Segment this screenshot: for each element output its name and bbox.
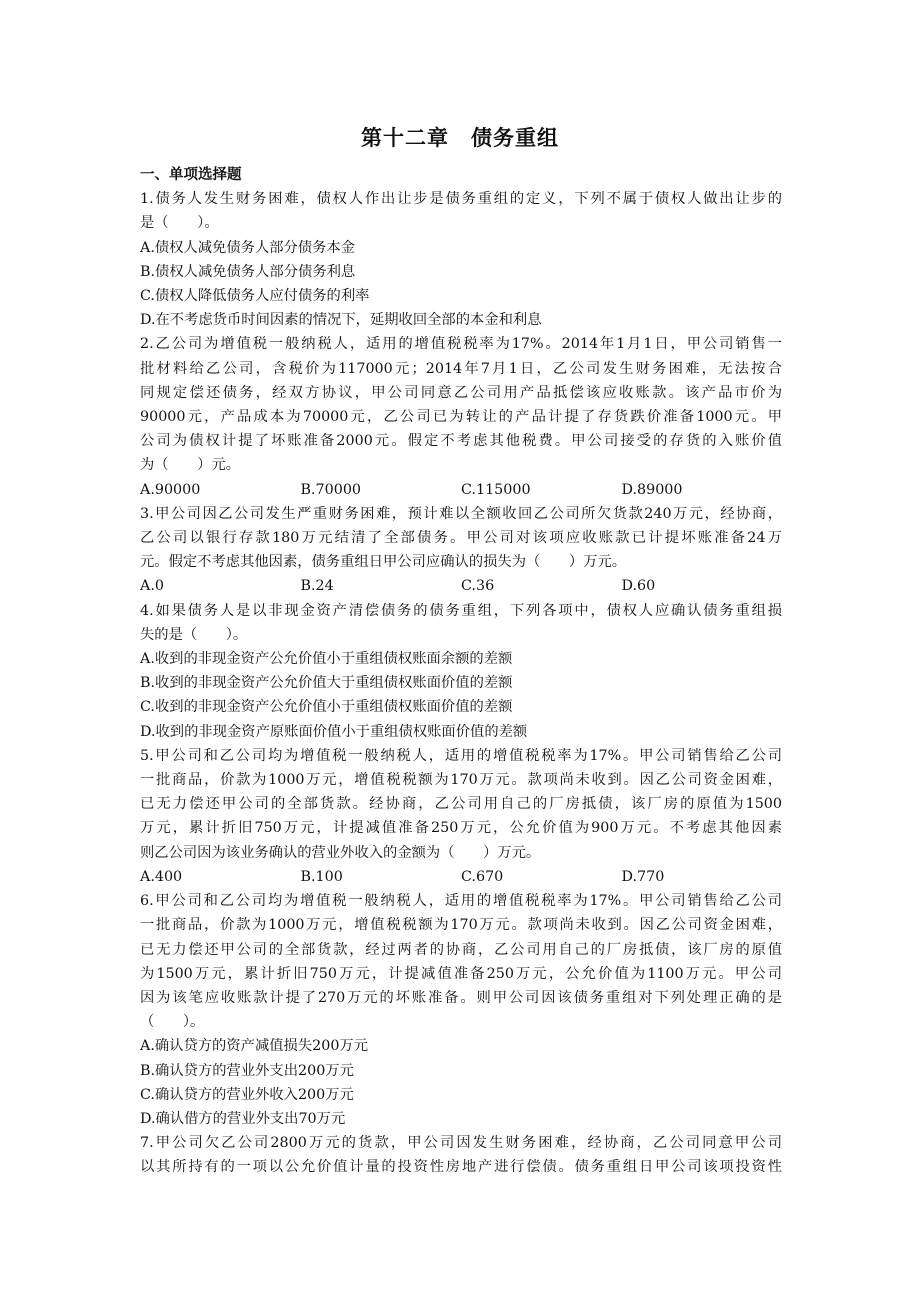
- question-text-line: 以其所持有的一项以公允价值计量的投资性房地产进行偿债。债务重组日甲公司该项投资性: [140, 1159, 782, 1176]
- option-a: A.0: [140, 578, 164, 595]
- option-d: D.89000: [621, 481, 683, 498]
- question-2: [140, 332, 782, 501]
- question-text-line: 2.乙公司为增值税一般纳税人，适用的增值税税率为17%。2014年1月1日，甲公司销售一: [140, 336, 782, 353]
- question-text-line: 6.甲公司和乙公司均为增值税一般纳税人，适用的增值税税率为17%。甲公司销售给乙公司: [140, 893, 782, 910]
- option-b: B.24: [300, 578, 334, 595]
- question-text-line: 为（ ）元。: [140, 457, 241, 474]
- question-text-line: 3.甲公司因乙公司发生严重财务困难，预计难以全额收回乙公司所欠货款240万元，经协商，: [140, 505, 782, 522]
- question-text-line: 已无力偿还甲公司的全部货款。经协商，乙公司用自己的厂房抵债，该厂房的原值为1500: [140, 796, 782, 813]
- question-text-line: 因为该笔应收账款计提了270万元的坏账准备。则甲公司因该债务重组对下列处理正确的是: [140, 989, 782, 1006]
- question-text-line: 7.甲公司欠乙公司2800万元的货款，甲公司因发生财务困难，经协商，乙公司同意甲公司: [140, 1135, 782, 1152]
- question-text-line: 公司为债权计提了坏账准备2000元。假定不考虑其他税费。甲公司接受的存货的入账价值: [140, 433, 782, 450]
- question-text-line: 乙公司以银行存款180万元结清了全部债务。甲公司对该项应收账款已计提坏账准备24万: [140, 530, 782, 547]
- question-list: [140, 163, 782, 1180]
- option-b: B.确认贷方的营业外支出200万元: [140, 1062, 354, 1079]
- question-text-line: 为1500万元，累计折旧750万元，计提减值准备250万元，公允价值为1100万元。甲公司: [140, 965, 782, 982]
- question-text-line: 5.甲公司和乙公司均为增值税一般纳税人，适用的增值税税率为17%。甲公司销售给乙公司: [140, 747, 782, 764]
- option-c: C.115000: [461, 481, 531, 498]
- option-a: A.400: [140, 868, 183, 885]
- question-text-line: 是（ ）。: [140, 215, 219, 232]
- option-a: A.90000: [140, 481, 201, 498]
- question-text-line: 一批商品，价款为1000万元，增值税税额为170万元。款项尚未收到。因乙公司资金困难，: [140, 917, 782, 934]
- question-3: [140, 502, 782, 599]
- question-text-line: 元。假定不考虑其他因素，债务重组日甲公司应确认的损失为（ ）万元。: [140, 554, 627, 571]
- question-text-line: 1.债务人发生财务困难，债权人作出让步是债务重组的定义，下列不属于债权人做出让步的: [140, 191, 782, 208]
- option-d: D.60: [621, 578, 656, 595]
- question-6: [140, 889, 782, 1131]
- section-heading: 一、单项选择题: [140, 167, 242, 183]
- options-row: [140, 574, 782, 598]
- question-text-line: （ ）。: [140, 1014, 205, 1031]
- option-c: C.36: [461, 578, 495, 595]
- option-c: C.收到的非现金资产公允价值小于重组债权账面价值的差额: [140, 699, 513, 716]
- option-b: B.债权人减免债务人部分债务利息: [140, 263, 356, 280]
- question-text-line: 批材料给乙公司，含税价为117000元；2014年7月1日，乙公司发生财务困难，无法按合: [140, 360, 782, 377]
- option-a: A.债权人减免债务人部分债务本金: [140, 239, 356, 256]
- option-c: C.债权人降低债务人应付债务的利率: [140, 288, 370, 305]
- chapter-title: 第十二章 债务重组: [361, 126, 559, 150]
- option-c: C.确认贷方的营业外收入200万元: [140, 1086, 354, 1103]
- option-d: D.收到的非现金资产原账面价值小于重组债权账面价值的差额: [140, 723, 528, 740]
- question-text-line: 失的是（ ）。: [140, 626, 248, 643]
- question-4: [140, 599, 782, 744]
- question-text-line: 万元，累计折旧750万元，计提减值准备250万元，公允价值为900万元。不考虑其他因素: [140, 820, 782, 837]
- option-c: C.670: [461, 868, 504, 885]
- question-text-line: 90000元，产品成本为70000元，乙公司已为转让的产品计提了存货跌价准备1000元。甲: [140, 409, 782, 426]
- question-text-line: 则乙公司因为该业务确认的营业外收入的金额为（ ）万元。: [140, 844, 541, 861]
- option-d: D.770: [621, 868, 665, 885]
- option-d: D.确认借方的营业外支出70万元: [140, 1110, 346, 1127]
- question-text-line: 同规定偿还债务，经双方协议，甲公司同意乙公司用产品抵偿该应收账款。该产品市价为: [140, 384, 782, 401]
- question-1: [140, 187, 782, 332]
- option-b: B.70000: [300, 481, 362, 498]
- question-text-line: 已无力偿还甲公司的全部货款，经过两者的协商，乙公司用自己的厂房抵债，该厂房的原值: [140, 941, 782, 958]
- option-a: A.收到的非现金资产公允价值小于重组债权账面余额的差额: [140, 651, 513, 668]
- options-row: [140, 478, 782, 502]
- question-5: [140, 744, 782, 889]
- options-row: [140, 865, 782, 889]
- option-b: B.100: [300, 868, 343, 885]
- option-d: D.在不考虑货币时间因素的情况下，延期收回全部的本金和利息: [140, 312, 542, 329]
- option-b: B.收到的非现金资产公允价值大于重组债权账面价值的差额: [140, 675, 513, 692]
- question-text-line: 一批商品，价款为1000万元，增值税税额为170万元。款项尚未收到。因乙公司资金困难，: [140, 772, 782, 789]
- option-a: A.确认贷方的资产减值损失200万元: [140, 1038, 369, 1055]
- question-7: [140, 1131, 782, 1179]
- question-text-line: 4.如果债务人是以非现金资产清偿债务的债务重组，下列各项中，债权人应确认债务重组损: [140, 602, 782, 619]
